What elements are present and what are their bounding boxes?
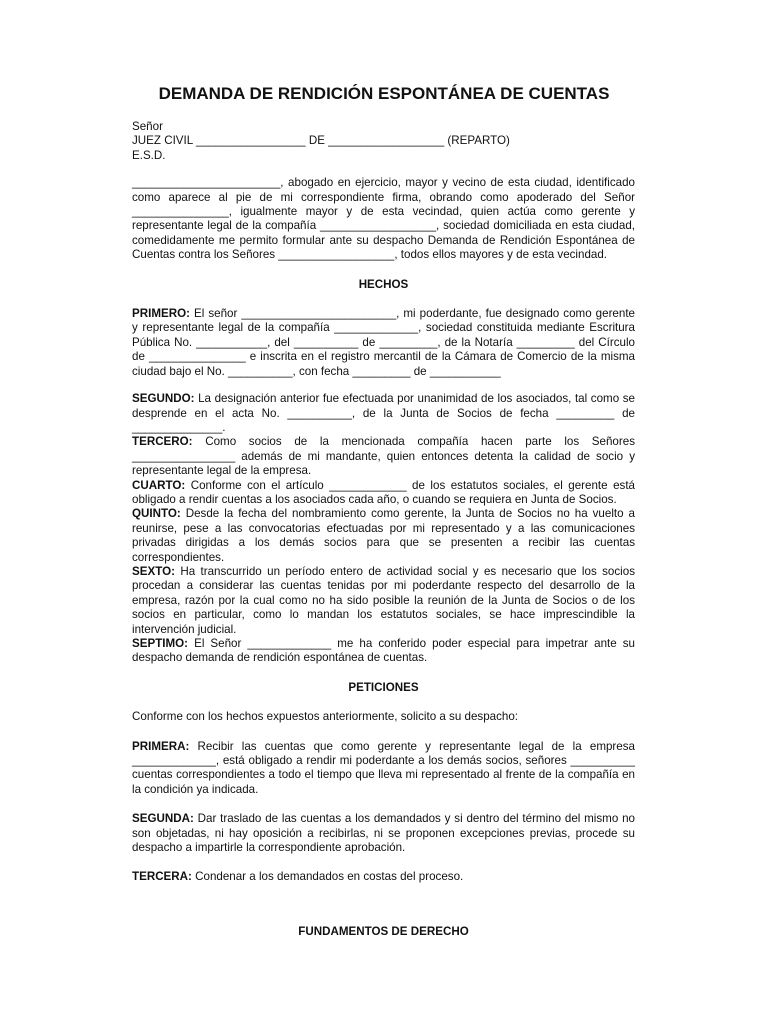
hecho-tercero-label: TERCERO: <box>132 435 193 449</box>
address-line-3: E.S.D. <box>132 148 166 162</box>
peticion-tercera-text: Condenar a los demandados en costas del proceso. <box>191 870 464 884</box>
hecho-quinto <box>132 507 635 565</box>
peticion-primera <box>132 740 635 798</box>
hecho-septimo-text: El Señor _____________ me ha conferido poder especial para impetrar ante su despacho demanda de rendición espontánea de cuentas. <box>132 637 635 665</box>
hecho-sexto-text: Ha transcurrido un período entero de actividad social y es necesario que los socios procedan a considerar las cuentas tenidas por mi poderdante respecto del desarrollo de la empresa, razón por la cual como no ha sido posible la reunión de la Junta de Socios o de los socios en particular, como lo mandan los estatutos sociales, se hace imprescindible la intervención judicial. <box>132 564 635 636</box>
peticiones-heading: PETICIONES <box>348 680 419 694</box>
peticion-tercera <box>132 870 635 884</box>
hecho-sexto-label: SEXTO: <box>132 564 175 578</box>
peticiones-intro: Conforme con los hechos expuestos anteriormente, solicito a su despacho: <box>132 710 519 724</box>
hecho-segundo <box>132 392 635 435</box>
hecho-sexto <box>132 565 635 637</box>
address-line-1: Señor <box>132 120 163 133</box>
hecho-quinto-label: QUINTO: <box>132 507 181 521</box>
peticion-segunda-text: Dar traslado de las cuentas a los demandados y si dentro del término del mismo no son objetadas, ni hay oposición a recibirlas, ni se proponen excepciones previas, procede su despacho a impartirle la correspondiente aprobación. <box>132 812 635 855</box>
hecho-primero <box>132 307 635 379</box>
hecho-cuarto-text: Conforme con el artículo ____________ de los estatutos sociales, el gerente está obligado a rendir cuentas a los asociados cada año, o cuando se requiera en Junta de Socios. <box>132 478 635 506</box>
hecho-primero-text: El señor ________________________, mi poderdante, fue designado como gerente y representante legal de la compañía _____________, sociedad constituida mediante Escritura Pública No. ___________, del __________ de _________, de la Notaría _________ del Círculo de _______________ e inscrita en el registro mercantil de la Cámara de Comercio de la misma ciudad bajo el No. __________, con fecha _________ de ___________ <box>132 307 635 378</box>
peticion-segunda <box>132 812 635 855</box>
peticion-primera-label: PRIMERA: <box>132 739 190 753</box>
hecho-septimo-label: SEPTIMO: <box>132 637 189 650</box>
peticion-primera-text: Recibir las cuentas que como gerente y representante legal de la empresa _____________, está obligado a rendir mi poderdante a los demás socios, señores __________ cuentas correspondientes a todo el tiempo que lleva mi representado al frente de la compañía en la condición ya indicada. <box>132 739 635 796</box>
peticion-tercera-label: TERCERA: <box>132 870 192 884</box>
hecho-segundo-text: La designación anterior fue efectuada por unanimidad de los asociados, tal como se desprende en el acta No. __________, de la Junta de Socios de fecha _________ de ______________. <box>132 392 635 434</box>
hecho-segundo-label: SEGUNDO: <box>132 392 195 406</box>
fundamentos-heading: FUNDAMENTOS DE DERECHO <box>298 924 469 938</box>
document-body <box>132 120 635 939</box>
hecho-primero-label: PRIMERO: <box>132 307 190 321</box>
hecho-cuarto <box>132 479 635 508</box>
document-title: DEMANDA DE RENDICIÓN ESPONTÁNEA DE CUENTAS <box>158 84 610 103</box>
address-block <box>132 120 635 163</box>
address-line-2: JUEZ CIVIL _________________ DE __________________ (REPARTO) <box>132 134 510 148</box>
hecho-tercero-text: Como socios de la mencionada compañía hacen parte los Señores ________________ además de mi mandante, quien entonces detenta la calidad de socio y representante legal de la empresa. <box>132 435 635 478</box>
hecho-septimo <box>132 637 635 666</box>
hecho-cuarto-label: CUARTO: <box>132 478 186 492</box>
peticion-segunda-label: SEGUNDA: <box>132 812 194 826</box>
hecho-tercero <box>132 435 635 478</box>
hechos-heading: HECHOS <box>358 277 409 291</box>
hecho-quinto-text: Desde la fecha del nombramiento como gerente, la Junta de Socios no ha vuelto a reunirse, pese a las convocatorias efectuadas por mi representado y a las comunicaciones privadas dirigidas a los demás socios para que se presenten a recibir las cuentas correspondientes. <box>132 507 635 564</box>
intro-paragraph: _______________________, abogado en ejercicio, mayor y vecino de esta ciudad, identificado como aparece al pie de mi correspondiente firma, obrando como apoderado del Señor _______________, igualmente mayor y de esta vecindad, quien actúa como gerente y representante legal de la compañía __________________, sociedad domiciliada en esta ciudad, comedidamente me permito formular ante su despacho Demanda de Rendición Espontánea de Cuentas contra los Señores __________________, todos ellos mayores y de esta vecindad. <box>132 176 635 262</box>
